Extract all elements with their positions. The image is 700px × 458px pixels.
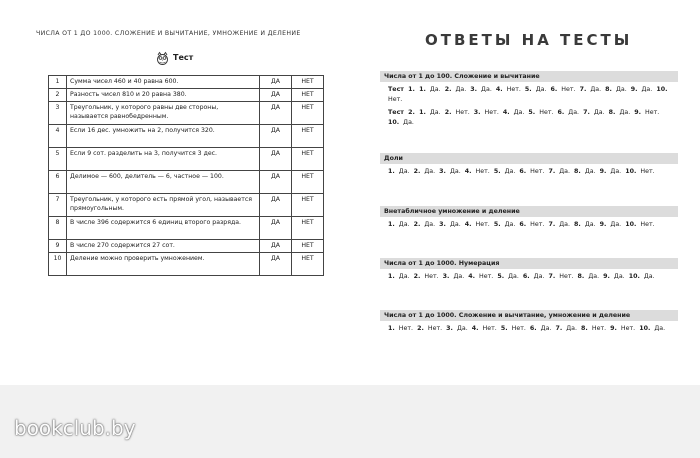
row-number: 9 bbox=[49, 240, 67, 253]
answer-section bbox=[380, 258, 678, 282]
row-yes-option: ДА bbox=[260, 194, 292, 217]
row-yes-option: ДА bbox=[260, 240, 292, 253]
answer-number: 3. bbox=[473, 109, 481, 116]
answer-number: 9. bbox=[603, 273, 610, 280]
watermark: bookclub.by bbox=[14, 416, 136, 440]
answer-value: Нет. bbox=[587, 325, 611, 332]
answer-number: 2. bbox=[413, 273, 421, 280]
answer-number: 9. bbox=[599, 221, 607, 228]
row-yes-option: ДА bbox=[260, 76, 292, 89]
answer-number: 4. bbox=[464, 221, 472, 228]
answer-value: Да. bbox=[504, 273, 523, 280]
answer-number: 6. bbox=[550, 86, 558, 93]
answer-value: Да. bbox=[451, 86, 471, 93]
answer-number: 8. bbox=[577, 273, 585, 280]
row-yes-option: ДА bbox=[260, 217, 292, 240]
section-header: Числа от 1 до 100. Сложение и вычитание bbox=[380, 71, 678, 82]
answer-number: 1. bbox=[388, 221, 395, 228]
row-no-option: НЕТ bbox=[292, 171, 324, 194]
row-number: 10 bbox=[49, 253, 67, 276]
table-row bbox=[49, 102, 324, 125]
answer-value: Да. bbox=[394, 273, 414, 280]
answer-number: 10. bbox=[656, 86, 668, 93]
answer-value: Нет. bbox=[507, 325, 530, 332]
answer-value: Да. bbox=[586, 86, 606, 93]
row-yes-option: ДА bbox=[260, 171, 292, 194]
answer-value: Да. bbox=[650, 325, 666, 332]
answer-number: 1. bbox=[388, 325, 395, 332]
answer-value: Да. bbox=[606, 221, 626, 228]
answer-number: 7. bbox=[583, 109, 590, 116]
left-page bbox=[0, 0, 350, 385]
answer-number: 7. bbox=[555, 325, 563, 332]
answer-number: 6. bbox=[522, 273, 530, 280]
answer-value: Да. bbox=[529, 273, 549, 280]
answer-number: 4. bbox=[464, 168, 472, 175]
row-yes-option: ДА bbox=[260, 253, 292, 276]
answer-value: Да. bbox=[611, 86, 631, 93]
answer-value: Да. bbox=[394, 168, 414, 175]
answer-line bbox=[380, 272, 678, 282]
answer-value: Да. bbox=[580, 221, 600, 228]
answer-value: Нет. bbox=[471, 168, 494, 175]
table-row bbox=[49, 194, 324, 217]
answer-value: Да. bbox=[580, 168, 600, 175]
answer-number: 2. bbox=[444, 86, 452, 93]
answer-line bbox=[380, 108, 678, 128]
answer-value: Нет. bbox=[480, 109, 503, 116]
answer-value: Нет. bbox=[636, 168, 655, 175]
answer-number: 10. bbox=[625, 221, 637, 228]
row-number: 3 bbox=[49, 102, 67, 125]
answer-value: Нет. bbox=[388, 96, 403, 103]
answer-number: 4. bbox=[468, 273, 476, 280]
section-header: Числа от 1 до 1000. Нумерация bbox=[380, 258, 678, 269]
answer-number: 1. bbox=[388, 168, 395, 175]
answer-number: 2. bbox=[417, 325, 424, 332]
answer-number: 5. bbox=[524, 86, 532, 93]
row-statement: Разность чисел 810 и 20 равна 380. bbox=[67, 89, 260, 102]
answer-value: Да. bbox=[589, 109, 609, 116]
answer-value: Да. bbox=[500, 221, 520, 228]
answer-number: 5. bbox=[493, 168, 501, 175]
test-title: Тест bbox=[173, 52, 194, 62]
row-number: 8 bbox=[49, 217, 67, 240]
answer-value: Нет. bbox=[471, 221, 494, 228]
answer-value: Нет. bbox=[616, 325, 640, 332]
answer-number: 7. bbox=[548, 168, 556, 175]
row-statement: Если 16 дес. умножить на 2, получится 320. bbox=[67, 125, 260, 148]
answer-value: Да. bbox=[562, 325, 582, 332]
answer-number: 8. bbox=[605, 86, 612, 93]
test-heading bbox=[156, 50, 193, 64]
answer-number: 9. bbox=[599, 168, 607, 175]
row-statement: Делимое — 600, делитель — 6, частное — 100. bbox=[67, 171, 260, 194]
table-row bbox=[49, 148, 324, 171]
answer-number: 10. bbox=[628, 273, 640, 280]
answer-value: Нет. bbox=[423, 325, 447, 332]
row-statement: Сумма чисел 460 и 40 равна 600. bbox=[67, 76, 260, 89]
answer-value: Нет. bbox=[502, 86, 525, 93]
answer-line bbox=[380, 324, 678, 334]
answer-section bbox=[380, 153, 678, 177]
answer-value: Нет. bbox=[451, 109, 474, 116]
answer-value: Нет. bbox=[641, 109, 660, 116]
answer-value: Да. bbox=[609, 273, 629, 280]
answer-number: 5. bbox=[497, 273, 505, 280]
answer-number: 10. bbox=[639, 325, 651, 332]
table-row bbox=[49, 89, 324, 102]
answer-value: Да. bbox=[606, 168, 626, 175]
answer-line bbox=[380, 220, 678, 230]
answer-value: Да. bbox=[584, 273, 604, 280]
answer-value: Нет. bbox=[420, 273, 443, 280]
row-statement: Деление можно проверить умножением. bbox=[67, 253, 260, 276]
table-row bbox=[49, 253, 324, 276]
answer-number: 7. bbox=[548, 221, 556, 228]
answer-number: 7. bbox=[548, 273, 556, 280]
row-number: 6 bbox=[49, 171, 67, 194]
answer-value: Да. bbox=[399, 119, 414, 126]
answer-value: Да. bbox=[615, 109, 635, 116]
row-statement: В числе 396 содержится 6 единиц второго разряда. bbox=[67, 217, 260, 240]
answer-section bbox=[380, 310, 678, 334]
section-header: Числа от 1 до 1000. Сложение и вычитание, умножение и деление bbox=[380, 310, 678, 321]
answer-value: Да. bbox=[509, 109, 529, 116]
answer-value: Да. bbox=[536, 325, 556, 332]
answer-value: Нет. bbox=[526, 221, 549, 228]
answer-number: 4. bbox=[502, 109, 510, 116]
table-row bbox=[49, 76, 324, 89]
answer-value: Да. bbox=[425, 86, 445, 93]
answer-value: Нет. bbox=[394, 325, 418, 332]
owl-icon bbox=[156, 50, 169, 64]
answer-number: 6. bbox=[557, 109, 565, 116]
answer-section bbox=[380, 71, 678, 128]
answer-number: 8. bbox=[581, 325, 588, 332]
answer-value: Да. bbox=[500, 168, 520, 175]
row-no-option: НЕТ bbox=[292, 253, 324, 276]
answer-number: 3. bbox=[446, 325, 453, 332]
answer-number: 5. bbox=[500, 325, 508, 332]
row-yes-option: ДА bbox=[260, 102, 292, 125]
row-no-option: НЕТ bbox=[292, 102, 324, 125]
answer-number: 9. bbox=[630, 86, 638, 93]
answer-number: 8. bbox=[574, 221, 581, 228]
row-no-option: НЕТ bbox=[292, 240, 324, 253]
row-statement: Треугольник, у которого равны две стороны, называется равнобедренным. bbox=[67, 102, 260, 125]
row-yes-option: ДА bbox=[260, 89, 292, 102]
answer-value: Да. bbox=[420, 221, 440, 228]
answer-value: Да. bbox=[477, 86, 496, 93]
answer-value: Да. bbox=[445, 221, 465, 228]
answer-value: Нет. bbox=[475, 273, 498, 280]
row-no-option: НЕТ bbox=[292, 148, 324, 171]
answer-number: 2. bbox=[413, 168, 421, 175]
answer-number: 4. bbox=[471, 325, 479, 332]
answer-line bbox=[380, 167, 678, 177]
test-table bbox=[48, 75, 324, 276]
table-row bbox=[49, 125, 324, 148]
answer-number: 7. bbox=[579, 86, 587, 93]
row-number: 7 bbox=[49, 194, 67, 217]
row-number: 4 bbox=[49, 125, 67, 148]
answer-value: Нет. bbox=[636, 221, 655, 228]
answer-number: 6. bbox=[519, 221, 527, 228]
answer-number: 3. bbox=[439, 221, 446, 228]
answer-line bbox=[380, 85, 678, 105]
right-page bbox=[350, 0, 700, 385]
answer-number: 9. bbox=[634, 109, 642, 116]
answer-value: Да. bbox=[449, 273, 469, 280]
answer-value: Да. bbox=[445, 168, 465, 175]
answer-value: Да. bbox=[452, 325, 472, 332]
answer-number: 2. bbox=[444, 109, 452, 116]
answer-value: Да. bbox=[420, 168, 440, 175]
answer-value: Да. bbox=[555, 168, 575, 175]
answer-value: Да. bbox=[639, 273, 655, 280]
answer-value: Нет. bbox=[478, 325, 501, 332]
row-number: 2 bbox=[49, 89, 67, 102]
answer-number: 8. bbox=[574, 168, 581, 175]
answer-value: Нет. bbox=[535, 109, 558, 116]
answer-number: 6. bbox=[519, 168, 527, 175]
answer-number: 1. bbox=[388, 273, 395, 280]
answer-value: Да. bbox=[637, 86, 657, 93]
table-row bbox=[49, 217, 324, 240]
answer-value: Да. bbox=[564, 109, 584, 116]
answer-number: 6. bbox=[529, 325, 537, 332]
table-row bbox=[49, 240, 324, 253]
answer-number: 4. bbox=[495, 86, 503, 93]
row-statement: Если 9 сот. разделить на 3, получится 3 дес. bbox=[67, 148, 260, 171]
answer-number: 3. bbox=[442, 273, 450, 280]
answers-title: ОТВЕТЫ НА ТЕСТЫ bbox=[425, 31, 633, 49]
answer-number: 9. bbox=[610, 325, 617, 332]
answer-section bbox=[380, 206, 678, 230]
answer-number: 8. bbox=[608, 109, 616, 116]
section-header: Внетабличное умножение и деление bbox=[380, 206, 678, 217]
answer-value: Да. bbox=[425, 109, 445, 116]
row-yes-option: ДА bbox=[260, 125, 292, 148]
answer-value: Нет. bbox=[555, 273, 578, 280]
running-head: ЧИСЛА ОТ 1 ДО 1000. СЛОЖЕНИЕ И ВЫЧИТАНИЕ, УМНОЖЕНИЕ И ДЕЛЕНИЕ bbox=[36, 30, 301, 37]
row-no-option: НЕТ bbox=[292, 89, 324, 102]
answer-number: 10. bbox=[625, 168, 637, 175]
answer-value: Да. bbox=[394, 221, 414, 228]
answer-number: 5. bbox=[493, 221, 501, 228]
answer-number: Тест 1. 1. bbox=[388, 86, 426, 93]
answer-number: Тест 2. 1. bbox=[388, 109, 426, 116]
answer-number: 3. bbox=[439, 168, 446, 175]
answer-value: Нет. bbox=[526, 168, 549, 175]
answer-number: 2. bbox=[413, 221, 421, 228]
answer-number: 10. bbox=[388, 119, 400, 126]
answer-value: Нет. bbox=[557, 86, 580, 93]
answer-number: 5. bbox=[528, 109, 536, 116]
row-statement: Треугольник, у которого есть прямой угол, называется прямоугольным. bbox=[67, 194, 260, 217]
row-no-option: НЕТ bbox=[292, 217, 324, 240]
answer-value: Да. bbox=[531, 86, 551, 93]
row-number: 5 bbox=[49, 148, 67, 171]
row-no-option: НЕТ bbox=[292, 194, 324, 217]
row-no-option: НЕТ bbox=[292, 125, 324, 148]
section-header: Доли bbox=[380, 153, 678, 164]
row-number: 1 bbox=[49, 76, 67, 89]
row-statement: В числе 270 содержится 27 сот. bbox=[67, 240, 260, 253]
table-row bbox=[49, 171, 324, 194]
answer-number: 3. bbox=[470, 86, 478, 93]
row-no-option: НЕТ bbox=[292, 76, 324, 89]
answer-value: Да. bbox=[555, 221, 575, 228]
row-yes-option: ДА bbox=[260, 148, 292, 171]
